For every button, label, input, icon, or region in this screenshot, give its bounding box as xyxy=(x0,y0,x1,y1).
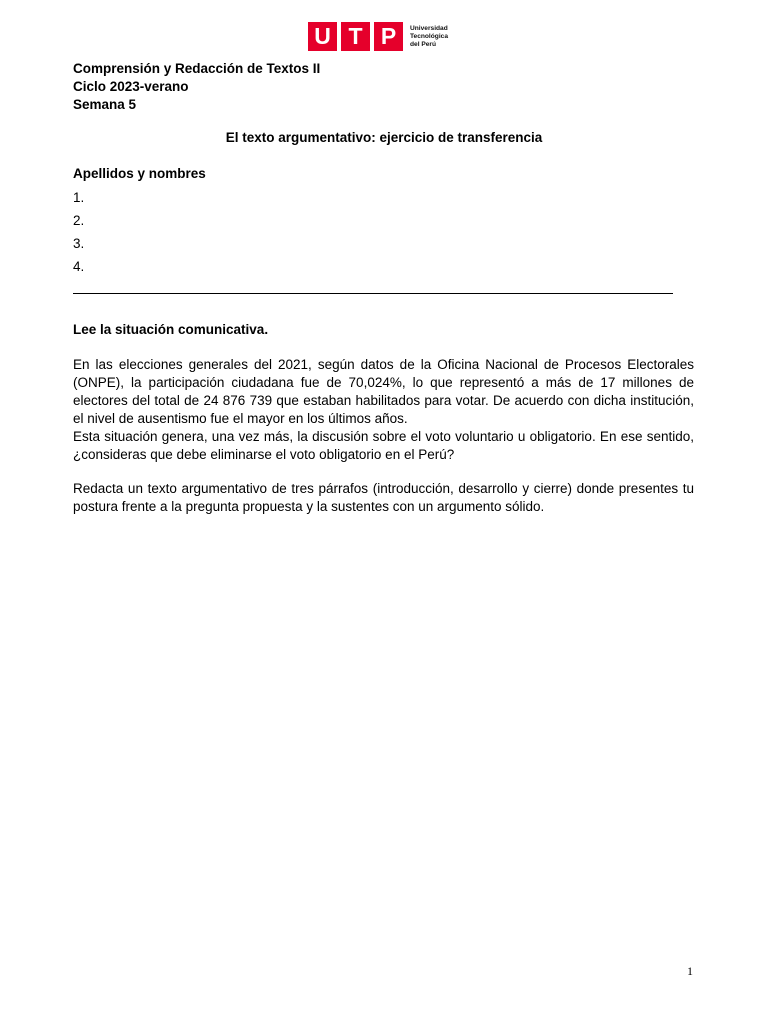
document-title: El texto argumentativo: ejercicio de transferencia xyxy=(225,130,543,145)
task-paragraph: Redacta un texto argumentativo de tres párrafos (introducción, desarrollo y cierre) donde presentes tu postura frente a la pregunta propuesta y la sustentes con un argumento sólido. xyxy=(73,481,694,514)
instruction-heading: Lee la situación comunicativa. xyxy=(73,322,269,337)
logo-text-line-3: del Perú xyxy=(410,40,437,48)
course-name: Comprensión y Redacción de Textos II xyxy=(73,61,321,76)
name-line-4: 4. xyxy=(73,259,85,274)
logo-letter-p: P xyxy=(374,22,403,51)
logo-text-line-1: Universidad xyxy=(410,24,448,32)
page-number: 1 xyxy=(687,964,693,978)
logo-text-line-2: Tecnológica xyxy=(410,32,448,40)
week-label: Semana 5 xyxy=(73,97,137,112)
name-line-1: 1. xyxy=(73,190,85,205)
name-line-2: 2. xyxy=(73,213,85,228)
divider-line xyxy=(73,293,673,294)
course-header xyxy=(73,60,320,114)
name-line-3: 3. xyxy=(73,236,85,251)
cycle-label: Ciclo 2023-verano xyxy=(73,79,189,94)
logo-letter-t: T xyxy=(341,22,370,51)
logo-text xyxy=(410,25,448,49)
names-heading: Apellidos y nombres xyxy=(73,166,206,181)
logo-letter-u: U xyxy=(308,22,337,51)
question-paragraph: Esta situación genera, una vez más, la discusión sobre el voto voluntario u obligatorio. En ese sentido, ¿consideras que debe eliminarse el voto obligatorio en el Perú? xyxy=(73,429,694,462)
utp-logo xyxy=(308,22,448,51)
situation-paragraph: En las elecciones generales del 2021, según datos de la Oficina Nacional de Procesos Electorales (ONPE), la participación ciudadana fue de 70,024%, lo que representó a más de 17 millones de electores del total de 24 876 739 que estaban habilitados para votar. De acuerdo con dicha institución, el nivel de ausentismo fue el mayor en los últimos años. xyxy=(73,357,694,426)
